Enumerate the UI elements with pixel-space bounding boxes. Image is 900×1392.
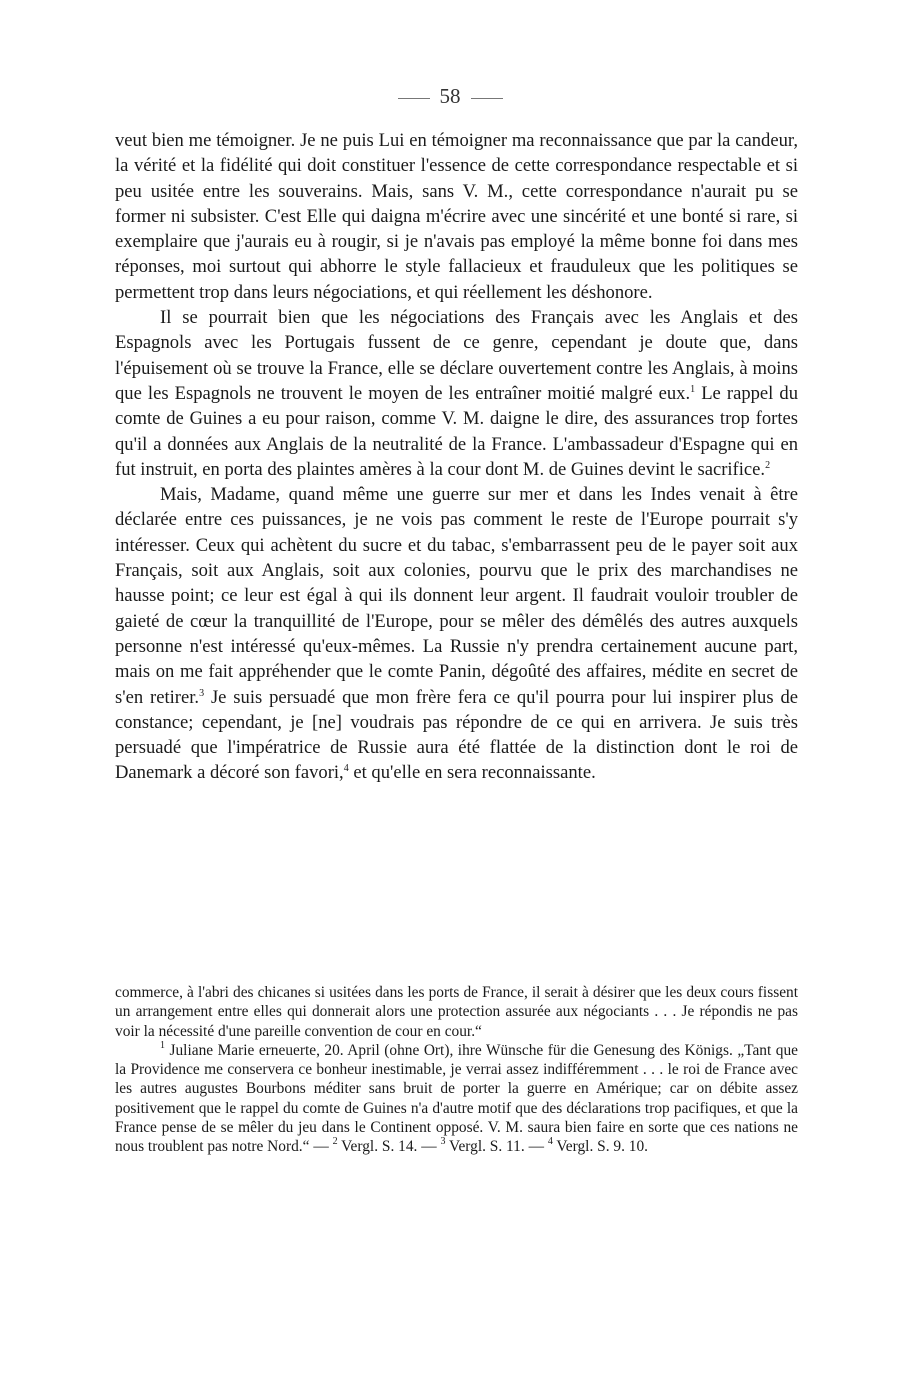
footnote-3-text: Vergl. S. 11. — — [445, 1138, 548, 1156]
paragraph-3-part-b: Je suis persuadé que mon frère fera ce qu'il pourra pour lui inspirer plus de constance; cependant, je [ne] voudrais pas répondre de ce qui en arrivera. Je suis très persuadé que l'impératrice de Russie aura été flattée de la distinction dont le roi de Danemark a décoré son favori, — [115, 686, 798, 784]
footnote-ref-2: 2 — [765, 459, 771, 471]
paragraph-3-part-a: Mais, Madame, quand même une guerre sur mer et dans les Indes venait à être déclarée entre ces puissances, je ne vois pas comment le reste de l'Europe pourrait s'y intéresser. Ceux qui achètent du sucre et du tabac, s'embarrassent peu de le payer soit aux Français, soit aux Anglais, soit aux colonies, pourvu que le prix des marchandises ne hausse point; ce leur est égal à qui ils donnent leur argent. Il faudrait vouloir troubler de gaieté de cœur la tranquillité de l'Europe, pour se mêler des démêlés des autres auxquels personne n'est intéressé qu'eux-mêmes. La Russie n'y prendra certainement aucune part, mais on me fait appréhender que le comte Panin, dégoûté des affaires, médite en secret de s'en retirer. — [115, 484, 798, 708]
paragraph-1: veut bien me témoigner. Je ne puis Lui en témoigner ma reconnaissance que par la candeur, la vérité et la fidélité qui doit constituer l'essence de cette correspondance respectable et si peu usitée entre les souverains. Mais, sans V. M., cette correspondance n'aurait pu se former ni subsister. C'est Elle qui daigna m'écrire avec une sincérité et une bonté si rare, si exemplaire que j'aurais eu à rougir, si je n'avais pas employé la même bonne foi dans mes réponses, moi surtout qui abhorre le style fallacieux et frauduleux que les politiques se permettent trop dans leurs négociations, et qui réellement les déshonore. — [115, 130, 798, 303]
footnote-2-text: Vergl. S. 14. — — [337, 1138, 441, 1156]
footnote-ref-4: 4 — [343, 763, 349, 775]
main-text — [115, 128, 798, 786]
footnotes — [115, 983, 798, 1157]
page-number-dash-left — [398, 98, 430, 99]
footnote-1-text: Juliane Marie erneuerte, 20. April (ohne Ort), ihre Wünsche für die Genesung des Königs. „Tant que la Providence me conservera ce bonheur inestimable, je verrai assez indifféremment . . . le roi de France avec les autres augustes Bourbons méditer sans bruit de porter la guerre en Amérique; car on débite assez positivement que le rappel du comte de Guines n'a d'autre motif que des déclarations trop pacifiques, et que la France pense de se mêler du jeu dans le Continent opposé. V. M. saura bien faire en sorte que ces nations ne nous troublent pas notre Nord.“ — — [115, 1041, 798, 1156]
paragraph-2-part-a: Il se pourrait bien que les négociations des Français avec les Anglais et des Espagnols avec les Portugais fussent de ce genre, cependant je doute que, dans l'épuisement où se trouve la France, elle se déclare ouvertement contre les Anglais, à moins que les Espagnols ne trouvent le moyen de les entraîner moitié malgré eux. — [115, 307, 798, 404]
paragraph-3 — [115, 482, 798, 786]
page-number-text: 58 — [439, 84, 461, 108]
paragraph-2-part-b: Le rappel du comte de Guines a eu pour raison, comme V. M. daigne le dire, des assurances trop fortes qu'il a données aux Anglais de la neutralité de la France. L'ambassadeur d'Espagne qui en fut instruit, en porta des plaintes amères à la cour dont M. de Guines devint le sacrifice. — [115, 382, 798, 480]
footnote-marker-4: 4 — [547, 1136, 553, 1148]
paragraph-3-part-c: et qu'elle en sera reconnaissante. — [348, 762, 596, 784]
footnote-block — [115, 1041, 798, 1157]
footnote-ref-3: 3 — [199, 687, 205, 699]
page-number-dash-right — [471, 98, 503, 99]
footnote-marker-1: 1 — [160, 1039, 165, 1051]
footnote-ref-1: 1 — [690, 383, 696, 395]
footnote-continuation: commerce, à l'abri des chicanes si usitées dans les ports de France, il serait à désirer que les deux cours fissent un arrangement entre elles qui donnerait alors une protection assurée aux négociants . . . Je répondis ne pas voir la nécessité d'une pareille convention de cour en cour.“ — [115, 984, 798, 1040]
footnote-marker-3: 3 — [440, 1136, 446, 1148]
footnote-4-text: Vergl. S. 9. 10. — [552, 1138, 649, 1156]
paragraph-2 — [115, 305, 798, 482]
page-number — [0, 84, 900, 109]
footnote-marker-2: 2 — [332, 1136, 338, 1148]
